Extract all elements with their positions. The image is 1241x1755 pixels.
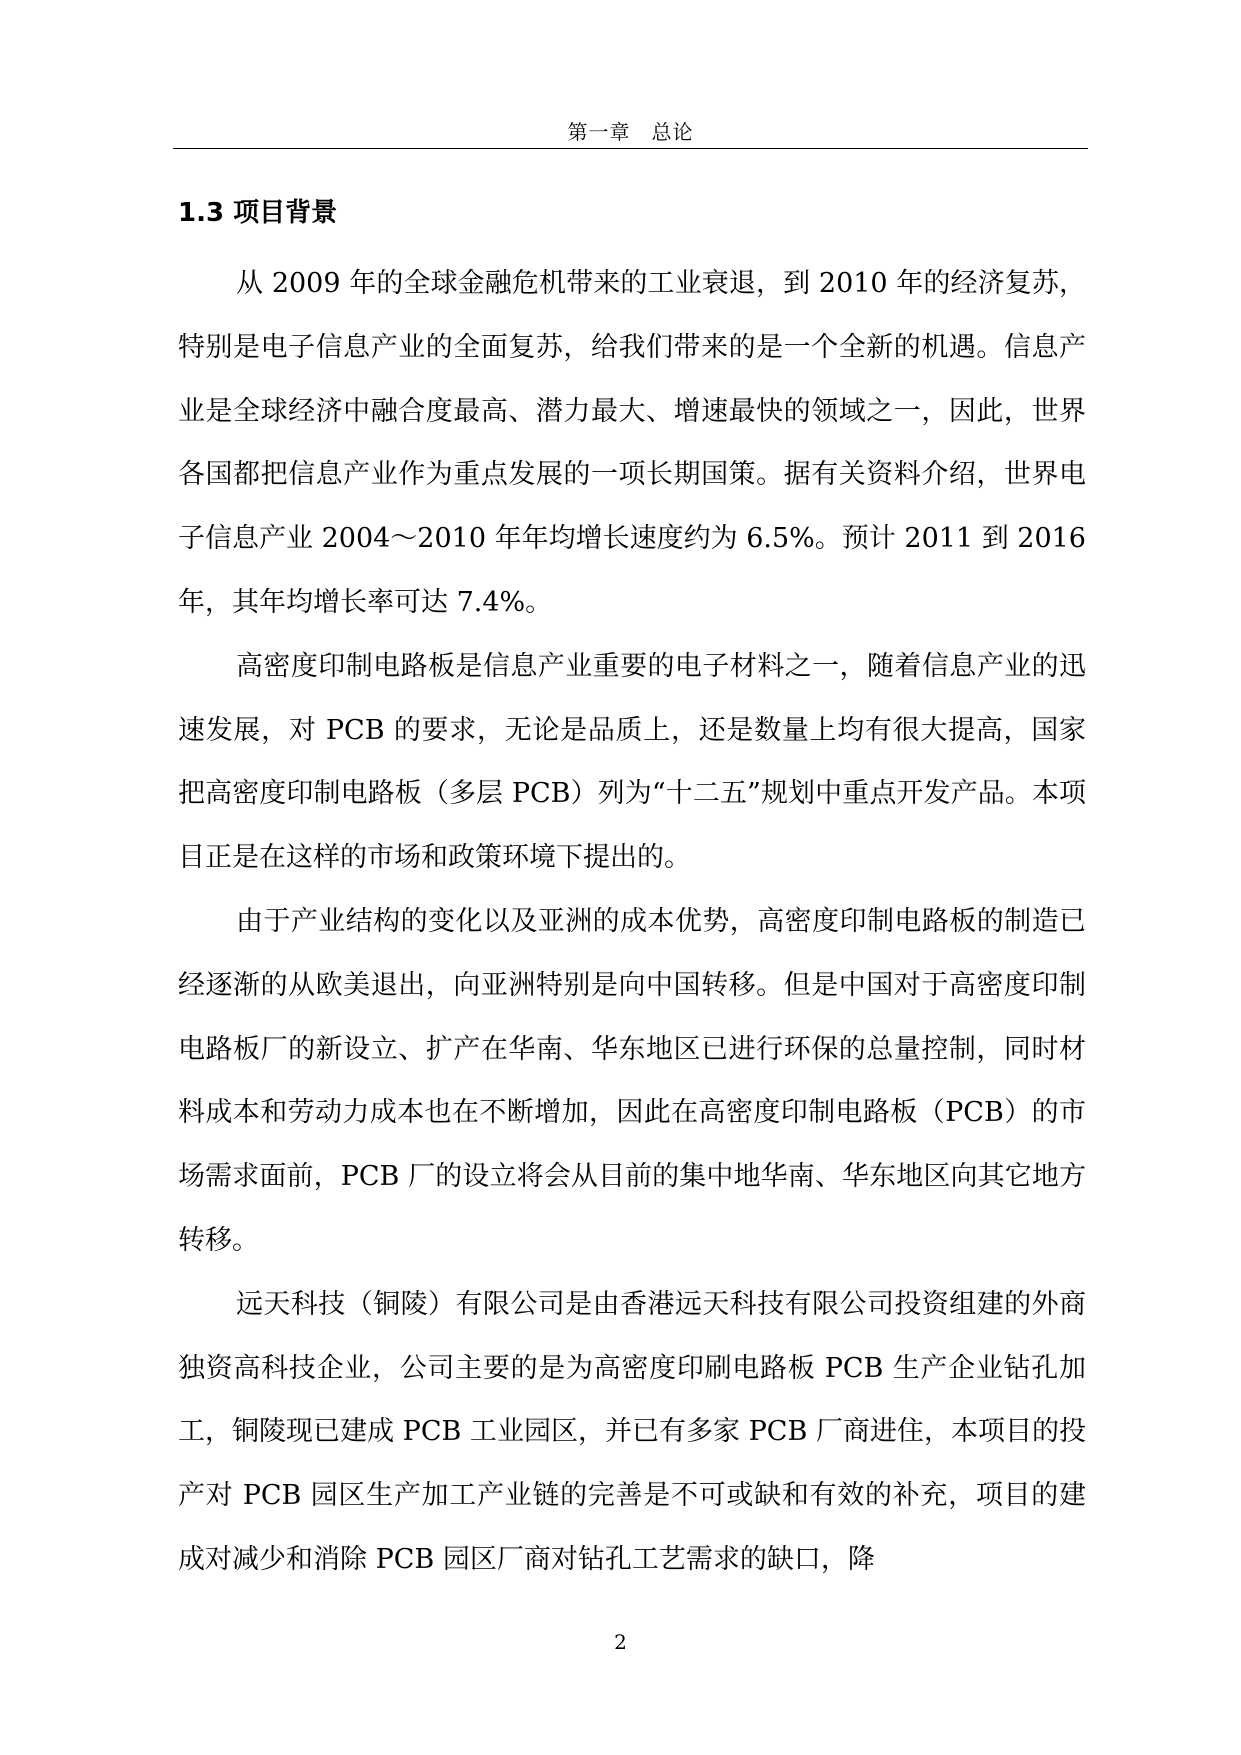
paragraph-global-background: 从 2009 年的全球金融危机带来的工业衰退，到 2010 年的经济复苏，特别是电子信息产业的全面复苏，给我们带来的是一个全新的机遇。信息产业是全球经济中融合度最高、潜力最大、增速最快的领域之一，因此，世界各国都把信息产业作为重点发展的一项长期国策。据有关资料介绍，世界电子信息产业 2004～2010 年年均增长速度约为 6.5%。预计 2011 到 2016 年，其年均增长率可达 7.4%。 (178, 268, 1086, 618)
running-header-title: 第一章 总论 (567, 120, 694, 144)
page-header (173, 116, 1088, 149)
paragraph-industry-shift: 由于产业结构的变化以及亚洲的成本优势，高密度印制电路板的制造已经逐渐的从欧美退出，向亚洲特别是向中国转移。但是中国对于高密度印制电路板厂的新设立、扩产在华南、华东地区已进行环保的总量控制，同时材料成本和劳动力成本也在不断增加，因此在高密度印制电路板（PCB）的市场需求面前，PCB 厂的设立将会从目前的集中地华南、华东地区向其它地方转移。 (178, 905, 1086, 1256)
paragraph-company-intro: 远天科技（铜陵）有限公司是由香港远天科技有限公司投资组建的外商独资高科技企业，公司主要的是为高密度印刷电路板 PCB 生产企业钻孔加工，铜陵现已建成 PCB 工业园区，并已有多家 PCB 厂商进住，本项目的投产对 PCB 园区生产加工产业链的完善是不可或缺和有效的补充，项目的建成对减少和消除 PCB 园区厂商对钻孔工艺需求的缺口，降 (178, 1288, 1086, 1575)
paragraph-pcb-demand: 高密度印制电路板是信息产业重要的电子材料之一，随着信息产业的迅速发展，对 PCB 的要求，无论是品质上，还是数量上均有很大提高，国家把高密度印制电路板（多层 PCB）列为“十二五”规划中重点开发产品。本项目正是在这样的市场和政策环境下提出的。 (178, 650, 1086, 874)
section-body (178, 252, 1086, 1592)
section-heading: 1.3 项目背景 (178, 198, 338, 228)
page-number: 2 (614, 1630, 627, 1654)
